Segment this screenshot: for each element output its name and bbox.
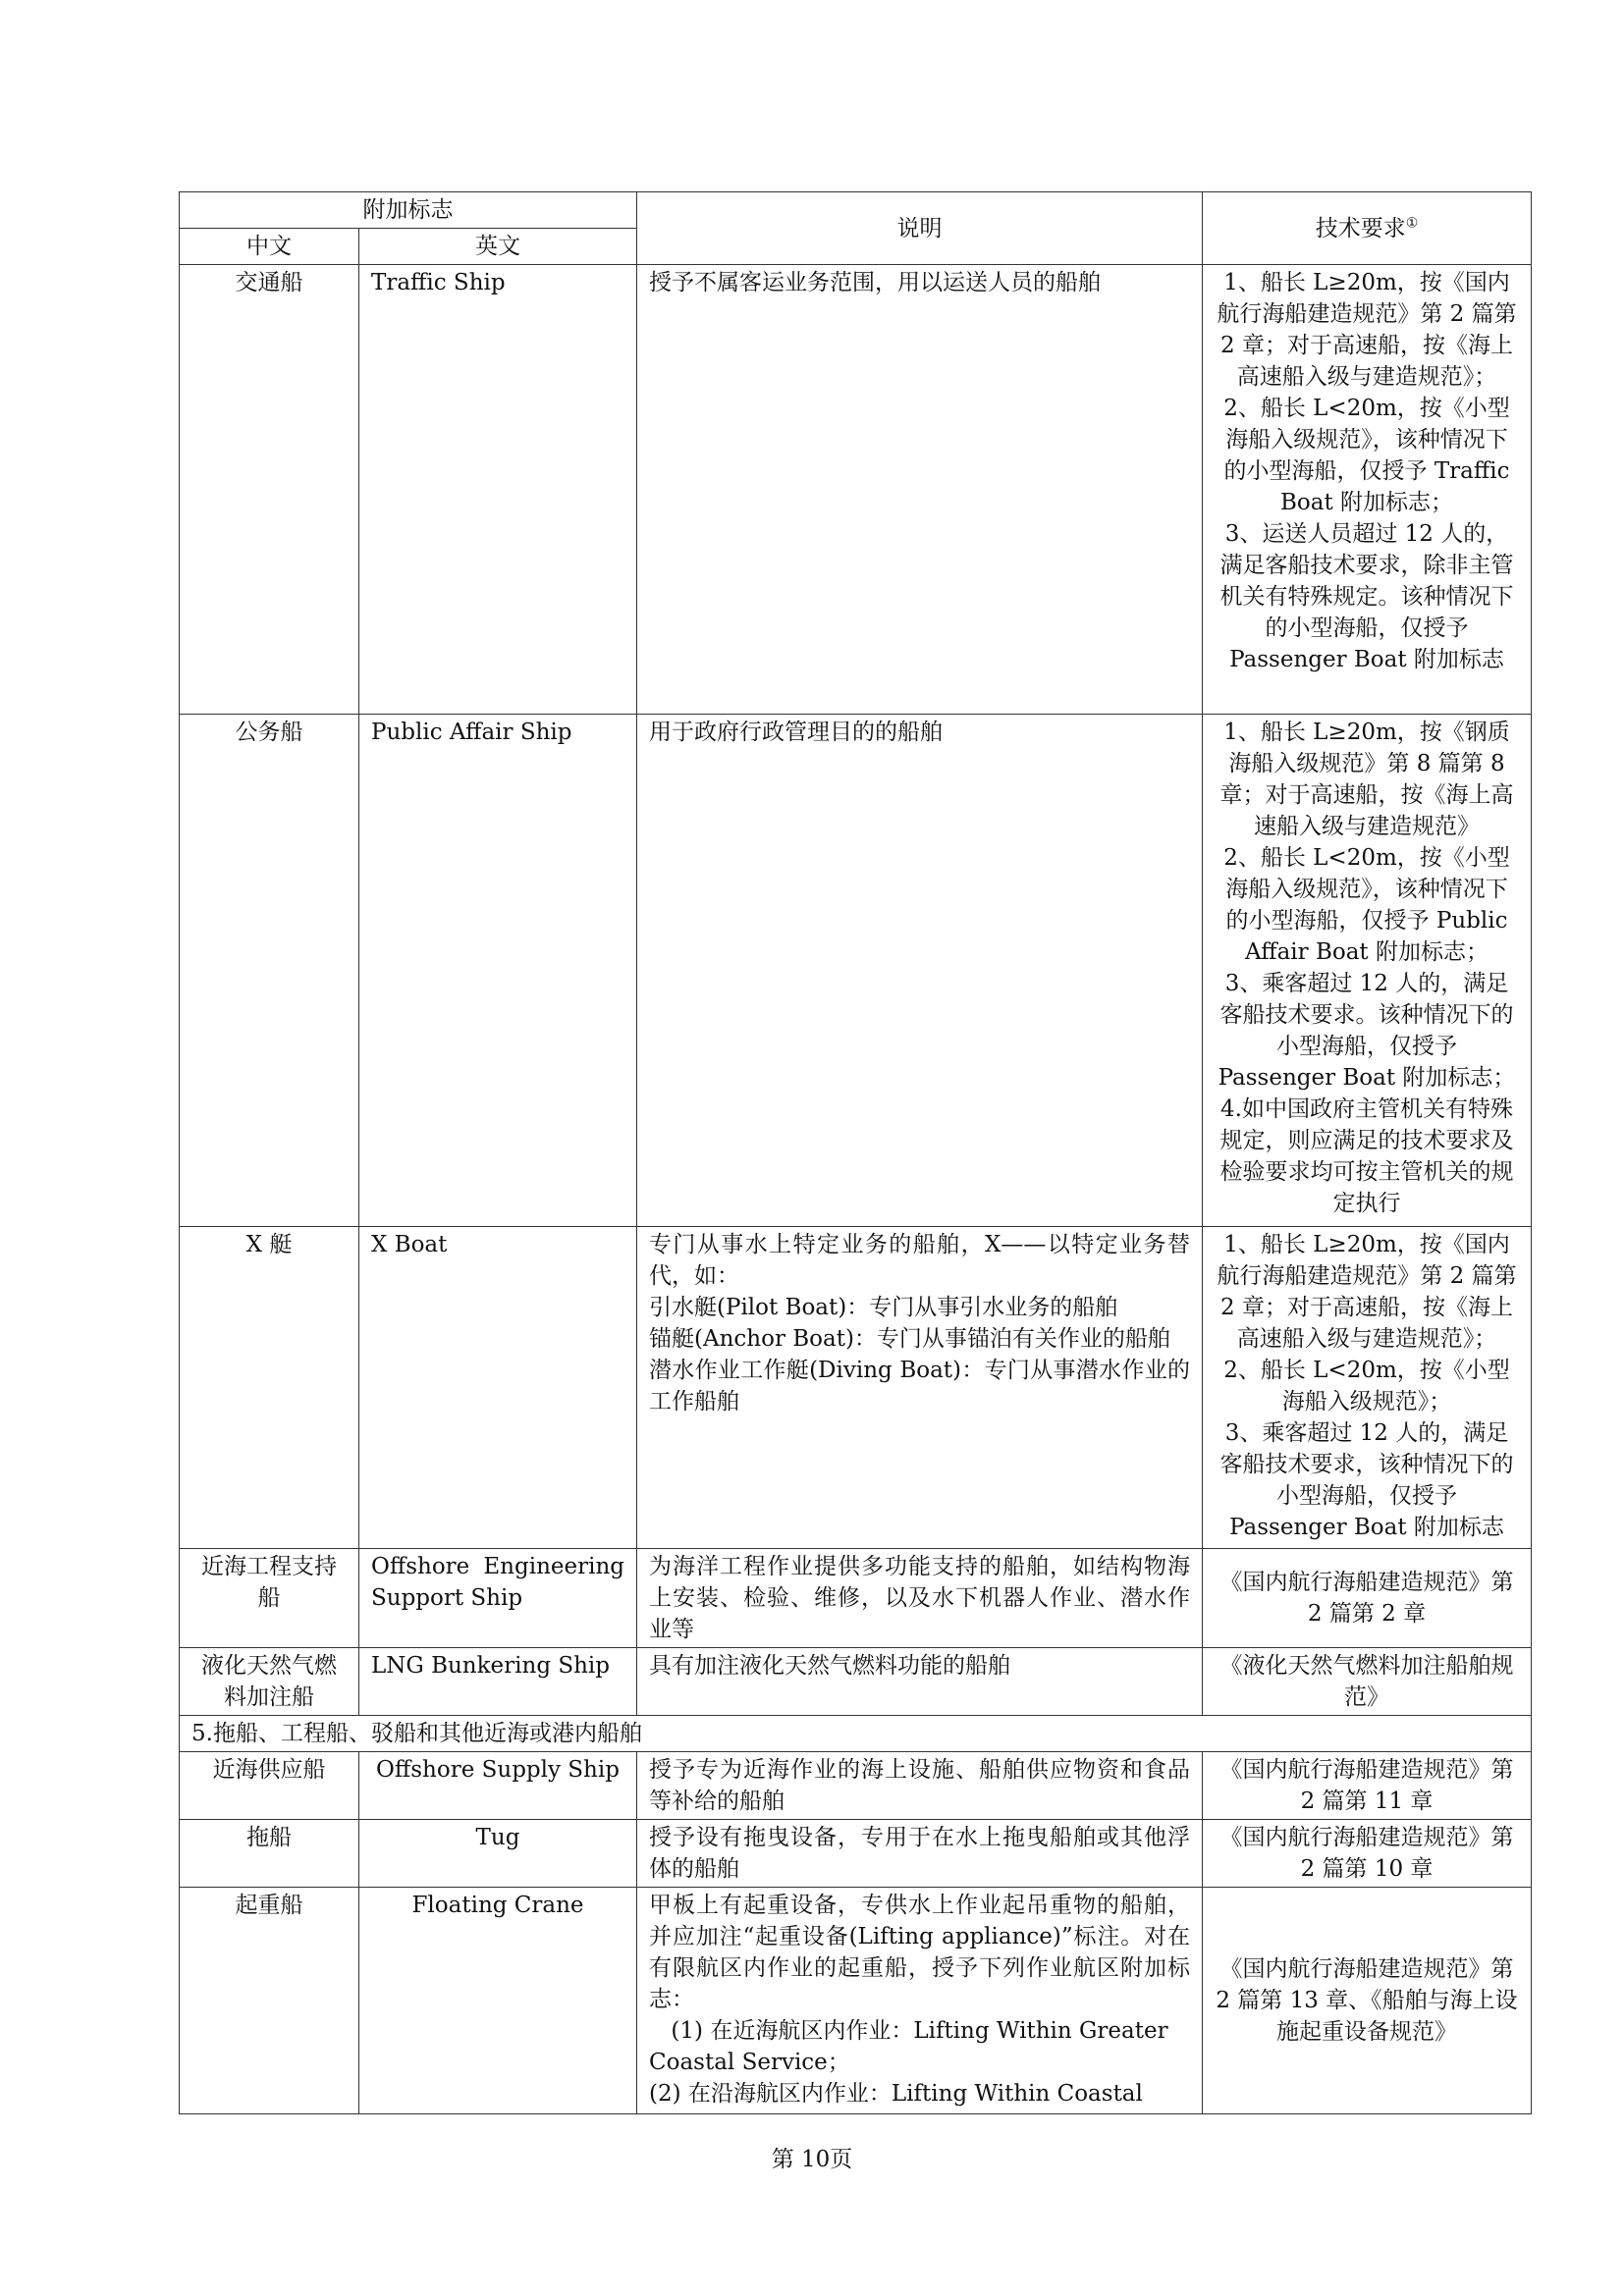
cell-en: Public Affair Ship — [359, 715, 637, 1227]
req-item: 1、船长 L≥20m，按《国内航行海船建造规范》第 2 篇第 2 章；对于高速船，按《海上高速船入级与建造规范》； — [1217, 1232, 1517, 1352]
cell-desc — [637, 1888, 1203, 2114]
desc-line: 锚艇(Anchor Boat)：专门从事锚泊有关作业的船舶 — [649, 1326, 1170, 1352]
cell-desc: 具有加注液化天然气燃料功能的船舶 — [637, 1648, 1203, 1716]
cell-zh: 近海工程支持船 — [180, 1549, 359, 1648]
req-item: 2、船长 L<20m，按《小型海船入级规范》； — [1223, 1358, 1510, 1415]
table-row — [180, 1648, 1532, 1716]
cell-desc: 授予不属客运业务范围，用以运送人员的船舶 — [637, 265, 1203, 715]
cell-en: Traffic Ship — [359, 265, 637, 715]
cell-req: 《液化天然气燃料加注船舶规范》 — [1203, 1648, 1532, 1716]
cell-zh: 近海供应船 — [180, 1752, 359, 1820]
cell-en: Offshore Supply Ship — [359, 1752, 637, 1820]
page-number: 第 10页 — [771, 2147, 853, 2172]
req-item: 1、船长 L≥20m，按《国内航行海船建造规范》第 2 篇第 2 章；对于高速船，按《海上高速船入级与建造规范》； — [1217, 270, 1517, 390]
cell-req: 《国内航行海船建造规范》第 2 篇第 2 章 — [1203, 1549, 1532, 1648]
desc-line: 甲板上有起重设备，专供水上作业起吊重物的船舶，并应加注“起重设备(Lifting appliance)”标注。对在有限航区内作业的起重船，授予下列作业航区附加标志： — [649, 1893, 1190, 2012]
cell-zh: 起重船 — [180, 1888, 359, 2114]
table-row — [180, 1820, 1532, 1888]
req-item: 1、船长 L≥20m，按《钢质海船入级规范》第 8 篇第 8 章；对于高速船，按《海上高速船入级与建造规范》 — [1219, 720, 1514, 839]
cell-en — [359, 1549, 637, 1648]
desc-line: 潜水作业工作艇(Diving Boat)：专门从事潜水作业的工作船舶 — [649, 1358, 1190, 1415]
header-desc: 说明 — [637, 192, 1203, 265]
en-word: Engineering — [483, 1554, 624, 1579]
req-item: 2、船长 L<20m，按《小型海船入级规范》，该种情况下的小型海船，仅授予 Public Affair Boat 附加标志； — [1223, 845, 1510, 965]
cell-desc — [637, 1227, 1203, 1549]
cell-en: LNG Bunkering Ship — [359, 1648, 637, 1716]
req-item: 2、船长 L<20m，按《小型海船入级规范》，该种情况下的小型海船，仅授予 Traffic Boat 附加标志； — [1223, 396, 1510, 515]
table-row — [180, 1888, 1532, 2114]
en-word: Support Ship — [371, 1585, 523, 1611]
table-row — [180, 715, 1532, 1227]
cell-zh: 液化天然气燃料加注船 — [180, 1648, 359, 1716]
table-row — [180, 1549, 1532, 1648]
req-item: 3、运送人员超过 12 人的，满足客船技术要求，除非主管机关有特殊规定。该种情况下的小型海船，仅授予 Passenger Boat 附加标志 — [1219, 521, 1514, 672]
desc-line: 引水艇(Pilot Boat)：专门从事引水业务的船舶 — [649, 1295, 1118, 1320]
cell-en: Floating Crane — [359, 1888, 637, 2114]
cell-desc: 授予设有拖曳设备，专用于在水上拖曳船舶或其他浮体的船舶 — [637, 1820, 1203, 1888]
desc-line: (2) 在沿海航区内作业：Lifting Within Coastal — [649, 2081, 1143, 2107]
cell-zh: 交通船 — [180, 265, 359, 715]
cell-req — [1203, 265, 1532, 715]
cell-req: 《国内航行海船建造规范》第 2 篇第 10 章 — [1203, 1820, 1532, 1888]
section-row — [180, 1716, 1532, 1752]
req-item: 3、乘客超过 12 人的，满足客船技术要求，该种情况下的小型海船，仅授予 Passenger Boat 附加标志 — [1219, 1420, 1514, 1540]
cell-desc: 授予专为近海作业的海上设施、船舶供应物资和食品等补给的船舶 — [637, 1752, 1203, 1820]
table-row — [180, 1752, 1532, 1820]
cell-req: 《国内航行海船建造规范》第 2 篇第 13 章、《船舶与海上设施起重设备规范》 — [1203, 1888, 1532, 2114]
cell-desc: 用于政府行政管理目的的船舶 — [637, 715, 1203, 1227]
header-req-footnote: ① — [1405, 214, 1419, 231]
cell-zh: 拖船 — [180, 1820, 359, 1888]
cell-en: X Boat — [359, 1227, 637, 1549]
header-req-label: 技术要求 — [1315, 215, 1406, 241]
en-word: Offshore — [371, 1554, 470, 1579]
header-zh: 中文 — [180, 229, 359, 265]
cell-en: Tug — [359, 1820, 637, 1888]
cell-desc: 为海洋工程作业提供多功能支持的船舶，如结构物海上安装、检验、维修，以及水下机器人作业、潜水作业等 — [637, 1549, 1203, 1648]
cell-req: 《国内航行海船建造规范》第 2 篇第 11 章 — [1203, 1752, 1532, 1820]
desc-line: 专门从事水上特定业务的船舶，X——以特定业务替代，如： — [649, 1232, 1190, 1289]
section-title: 5.拖船、工程船、驳船和其他近海或港内船舶 — [180, 1716, 1532, 1752]
header-req — [1203, 192, 1532, 265]
header-en: 英文 — [359, 229, 637, 265]
table-row — [180, 1227, 1532, 1549]
header-row-1 — [180, 192, 1532, 229]
req-item: 4.如中国政府主管机关有特殊规定，则应满足的技术要求及检验要求均可按主管机关的规定执行 — [1219, 1096, 1514, 1216]
header-group: 附加标志 — [180, 192, 637, 229]
req-item: 3、乘客超过 12 人的，满足客船技术要求。该种情况下的小型海船，仅授予 Passenger Boat 附加标志； — [1218, 971, 1516, 1091]
cell-req — [1203, 1227, 1532, 1549]
desc-line: (1) 在近海航区内作业：Lifting Within Greater Coastal Service； — [649, 2018, 1168, 2075]
rules-table — [179, 191, 1532, 2114]
cell-req — [1203, 715, 1532, 1227]
table-row — [180, 265, 1532, 715]
cell-zh: X 艇 — [180, 1227, 359, 1549]
cell-zh: 公务船 — [180, 715, 359, 1227]
